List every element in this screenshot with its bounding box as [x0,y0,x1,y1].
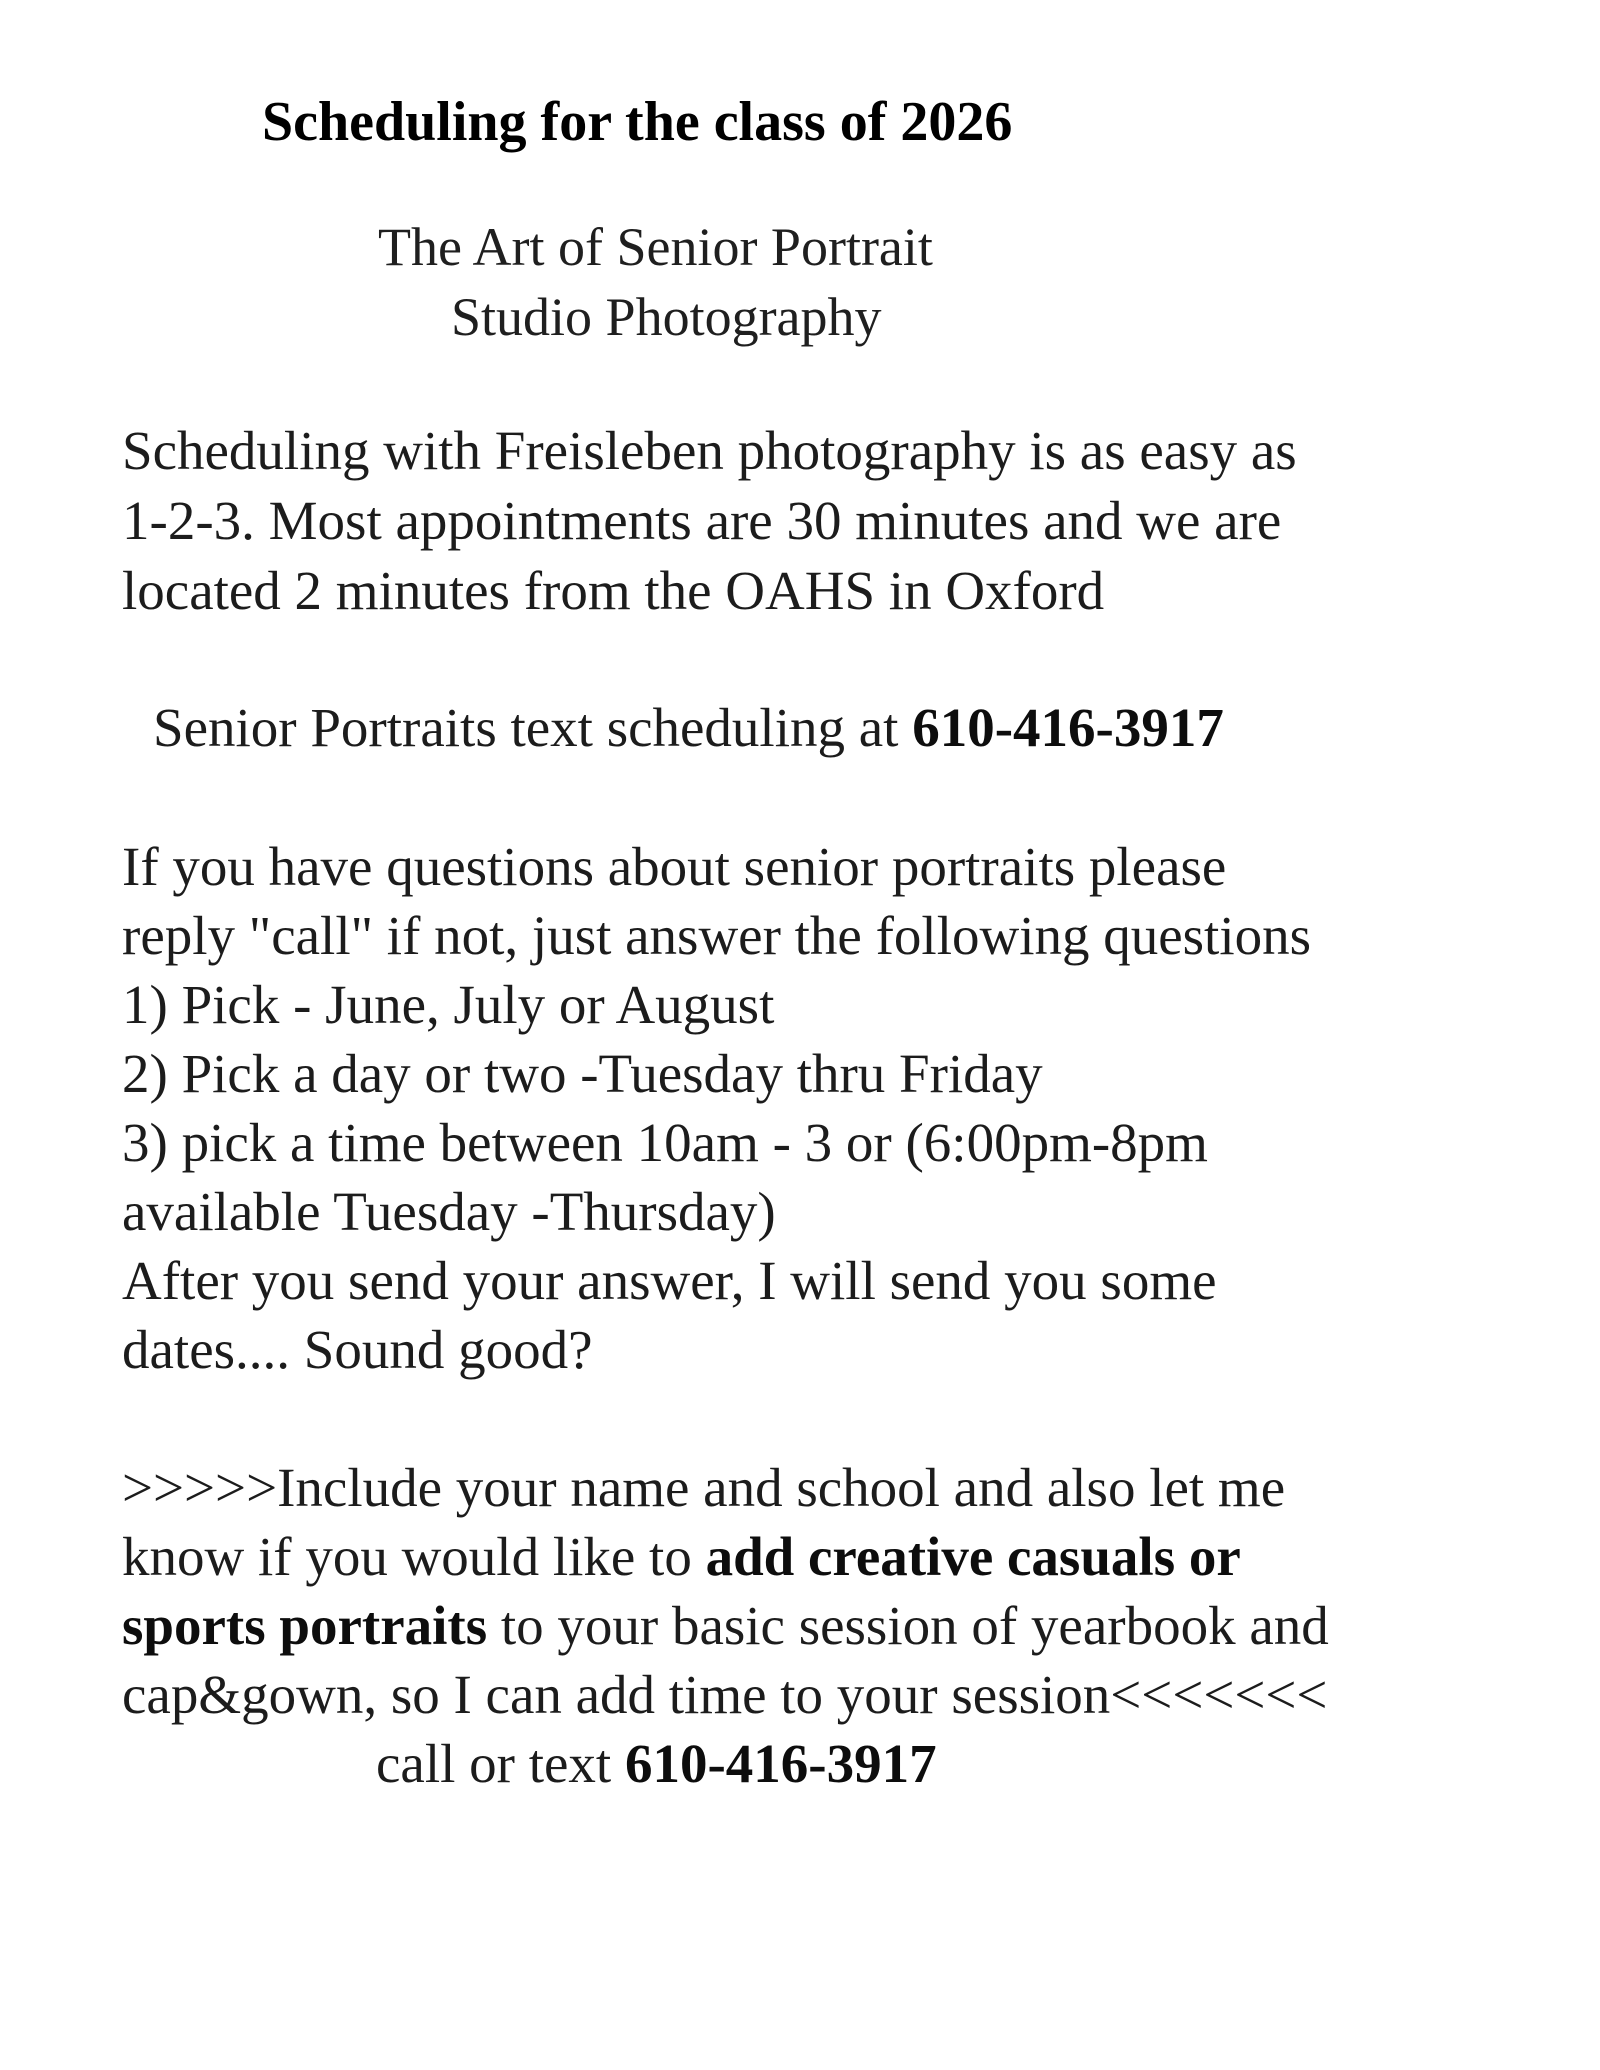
questions-line-3: 1) Pick - June, July or August [122,974,775,1035]
questions-line-7: After you send your answer, I will send you some [122,1250,1217,1311]
include-line-3-emphasis: sports portraits [122,1595,488,1656]
subtitle-line-2: Studio Photography [451,287,882,347]
questions-line-2: reply "call" if not, just answer the following questions [122,905,1311,966]
questions-line-1: If you have questions about senior portraits please [122,836,1227,897]
include-line-3 [122,1591,1329,1661]
text-scheduling-line [153,693,1224,763]
intro-line-2: 1-2-3. Most appointments are 30 minutes and we are [122,490,1282,551]
questions-line-6: available Tuesday -Thursday) [122,1181,776,1242]
intro-line-1: Scheduling with Freisleben photography is as easy as [122,420,1297,481]
include-line-2-prefix: know if you would like to [122,1526,706,1587]
include-line-2 [122,1522,1241,1592]
questions-line-8: dates.... Sound good? [122,1319,593,1380]
contact-label: call or text [376,1733,625,1794]
text-scheduling-phone: 610-416-3917 [912,697,1224,758]
subtitle-line-1: The Art of Senior Portrait [378,217,933,277]
questions-line-5: 3) pick a time between 10am - 3 or (6:00pm-8pm [122,1112,1208,1173]
contact-line [376,1729,937,1799]
contact-phone: 610-416-3917 [624,1733,937,1794]
questions-line-4: 2) Pick a day or two -Tuesday thru Friday [122,1043,1043,1104]
include-line-4: cap&gown, so I can add time to your session<<<<<<< [122,1664,1328,1725]
include-line-2-emphasis: add creative casuals or [705,1526,1241,1587]
text-scheduling-label: Senior Portraits text scheduling at [153,697,913,758]
include-line-1: >>>>>Include your name and school and also let me [122,1457,1286,1518]
intro-line-3: located 2 minutes from the OAHS in Oxford [122,560,1105,621]
page-title: Scheduling for the class of 2026 [262,91,1013,153]
include-line-3-suffix: to your basic session of yearbook and [487,1595,1329,1656]
